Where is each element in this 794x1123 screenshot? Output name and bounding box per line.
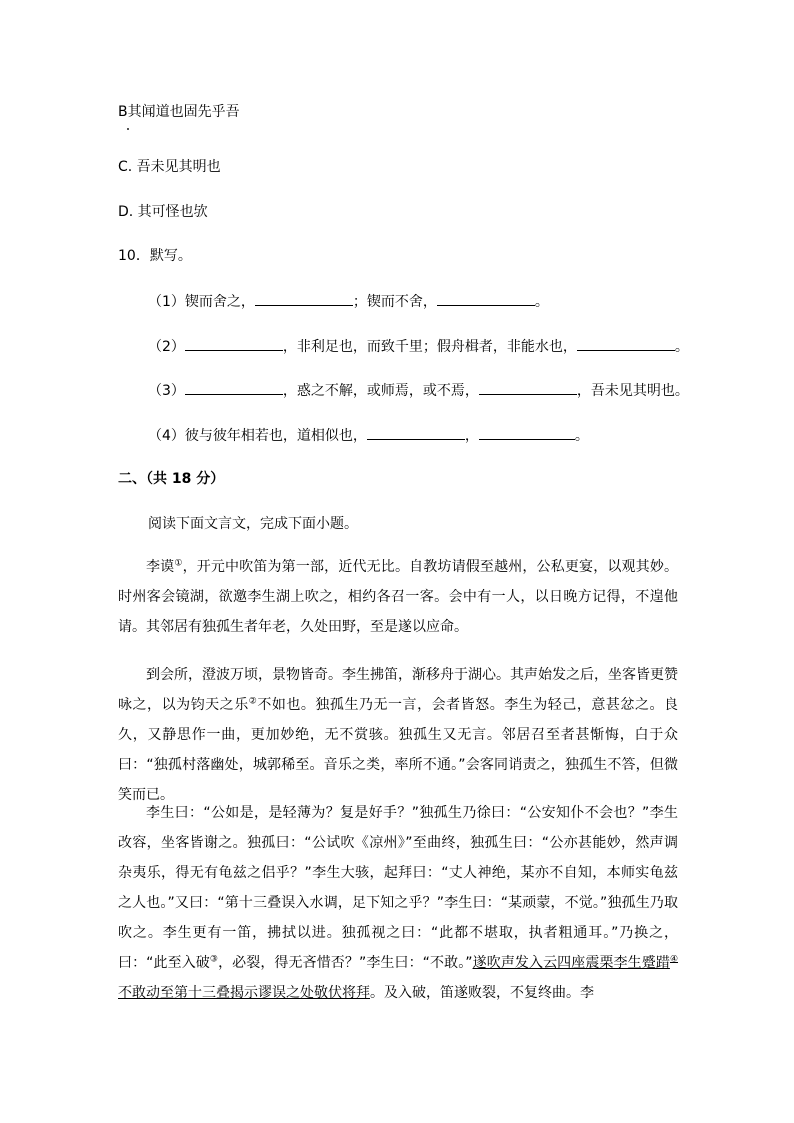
passage-text: 。及入破，笛遂败裂，不复终曲。李 [370, 985, 594, 1001]
stray-mark [127, 128, 129, 130]
q10-item-1-text-a: （1）锲而舍之， [148, 294, 255, 310]
q10-item-4-text-a: （4）彼与彼年相若也，道相似也， [148, 428, 367, 444]
passage-text: 李生曰：“公如是，是轻薄为？复是好手？”独孤生乃徐曰：“公安知仆不会也？”李生改容，坐客皆谢之。独孤曰：“公试吹《凉州》”至曲终，独孤生曰：“公亦甚能妙，然声调杂夷乐，得无有龟兹之侣乎？”李生大骇，起拜曰：“丈人神绝，某亦不自知，本师实龟兹之人也。”又曰：“第十三叠误入水调，足下知之乎？”李生曰：“某顽蒙，不觉。”独孤生乃取吹之。李生更有一笛，拂拭以进。独孤视之曰：“此都不堪取，执者粗通耳。”乃换之，曰：“此至入破 [118, 805, 678, 971]
q10-item-2-text-b: ，非利足也，而致千里；假舟楫者，非能水也， [282, 339, 577, 355]
option-b: B其闻道也固先乎吾 [118, 104, 240, 120]
q10-item-3 [148, 380, 689, 401]
passage-text: ，必裂，得无吝惜否？”李生曰：“不敢。” [218, 955, 473, 971]
passage-paragraph-2 [118, 660, 678, 810]
answer-blank[interactable] [185, 380, 283, 395]
passage-text: 不如也。独孤生乃无一言，会者皆怒。李生为轻己，意甚忿之。良久，又静思作一曲，更加妙绝，无不赏骇。独孤生又无言。邻居召至者甚惭悔，白于众曰：“独孤村落幽处，城郭稀至。音乐之类，率所不通。”会客同诮责之，独孤生不答，但微笑而已。 [118, 697, 678, 803]
q10-item-4 [148, 425, 589, 446]
passage-text: 李谟 [146, 559, 175, 575]
underlined-sentence: 栗李生蹙踖 [599, 955, 670, 971]
answer-blank[interactable] [577, 336, 675, 351]
q10-item-2 [148, 336, 689, 357]
answer-blank[interactable] [437, 291, 535, 306]
passage-text: ，开元中吹笛为第一部，近代无比。自教坊请假至越州，公私更宴，以观其妙。时州客会镜湖，欲邀李生湖上吹之，相约各召一客。会中有一人，以日晚方记得，不遑他请。其邻居有独孤生者年老，久处田野，至是遂以应命。 [118, 559, 679, 635]
q10-item-4-text-b: ， [464, 428, 479, 444]
section-2-instruction: 阅读下面文言文，完成下面小题。 [148, 516, 358, 532]
passage-paragraph-3 [118, 798, 678, 1008]
q10-item-1-text-b: ；锲而不舍， [352, 294, 437, 310]
section-2-heading: 二、（共 18 分） [118, 471, 225, 487]
passage-paragraph-1 [118, 552, 678, 642]
answer-blank[interactable] [479, 380, 577, 395]
q10-item-1 [148, 291, 549, 312]
q10-item-2-text-c: 。 [674, 339, 689, 355]
option-d: D. 其可怪也欤 [118, 204, 208, 220]
answer-blank[interactable] [367, 425, 465, 440]
footnote-marker: ③ [209, 954, 219, 965]
underlined-sentence: 不敢动至第十三叠揭示谬误之处敬伏将拜 [118, 985, 370, 1001]
footnote-marker: ④ [669, 954, 679, 965]
answer-blank[interactable] [185, 336, 283, 351]
answer-blank[interactable] [255, 291, 353, 306]
q10-item-3-text-a: （3） [148, 383, 185, 399]
passage-text: 到会所，澄波万顷，景物皆奇。李生拂笛，渐移舟于湖心。其声始发之后，坐客皆更赞咏之，以为钧天之乐 [118, 667, 678, 713]
footnote-marker: ① [174, 558, 183, 569]
footnote-marker: ② [248, 696, 258, 707]
q10-item-2-text-a: （2） [148, 339, 185, 355]
question-10-title: 10．默写。 [118, 248, 192, 264]
q10-item-3-text-b: ，惑之不解，或师焉，或不焉， [282, 383, 479, 399]
option-c: C. 吾未见其明也 [118, 159, 221, 175]
underlined-sentence: 遂吹声发入云四座震 [472, 955, 600, 971]
q10-item-4-text-c: 。 [574, 428, 589, 444]
answer-blank[interactable] [479, 425, 575, 440]
q10-item-1-text-c: 。 [534, 294, 549, 310]
q10-item-3-text-c: ，吾未见其明也。 [576, 383, 689, 399]
